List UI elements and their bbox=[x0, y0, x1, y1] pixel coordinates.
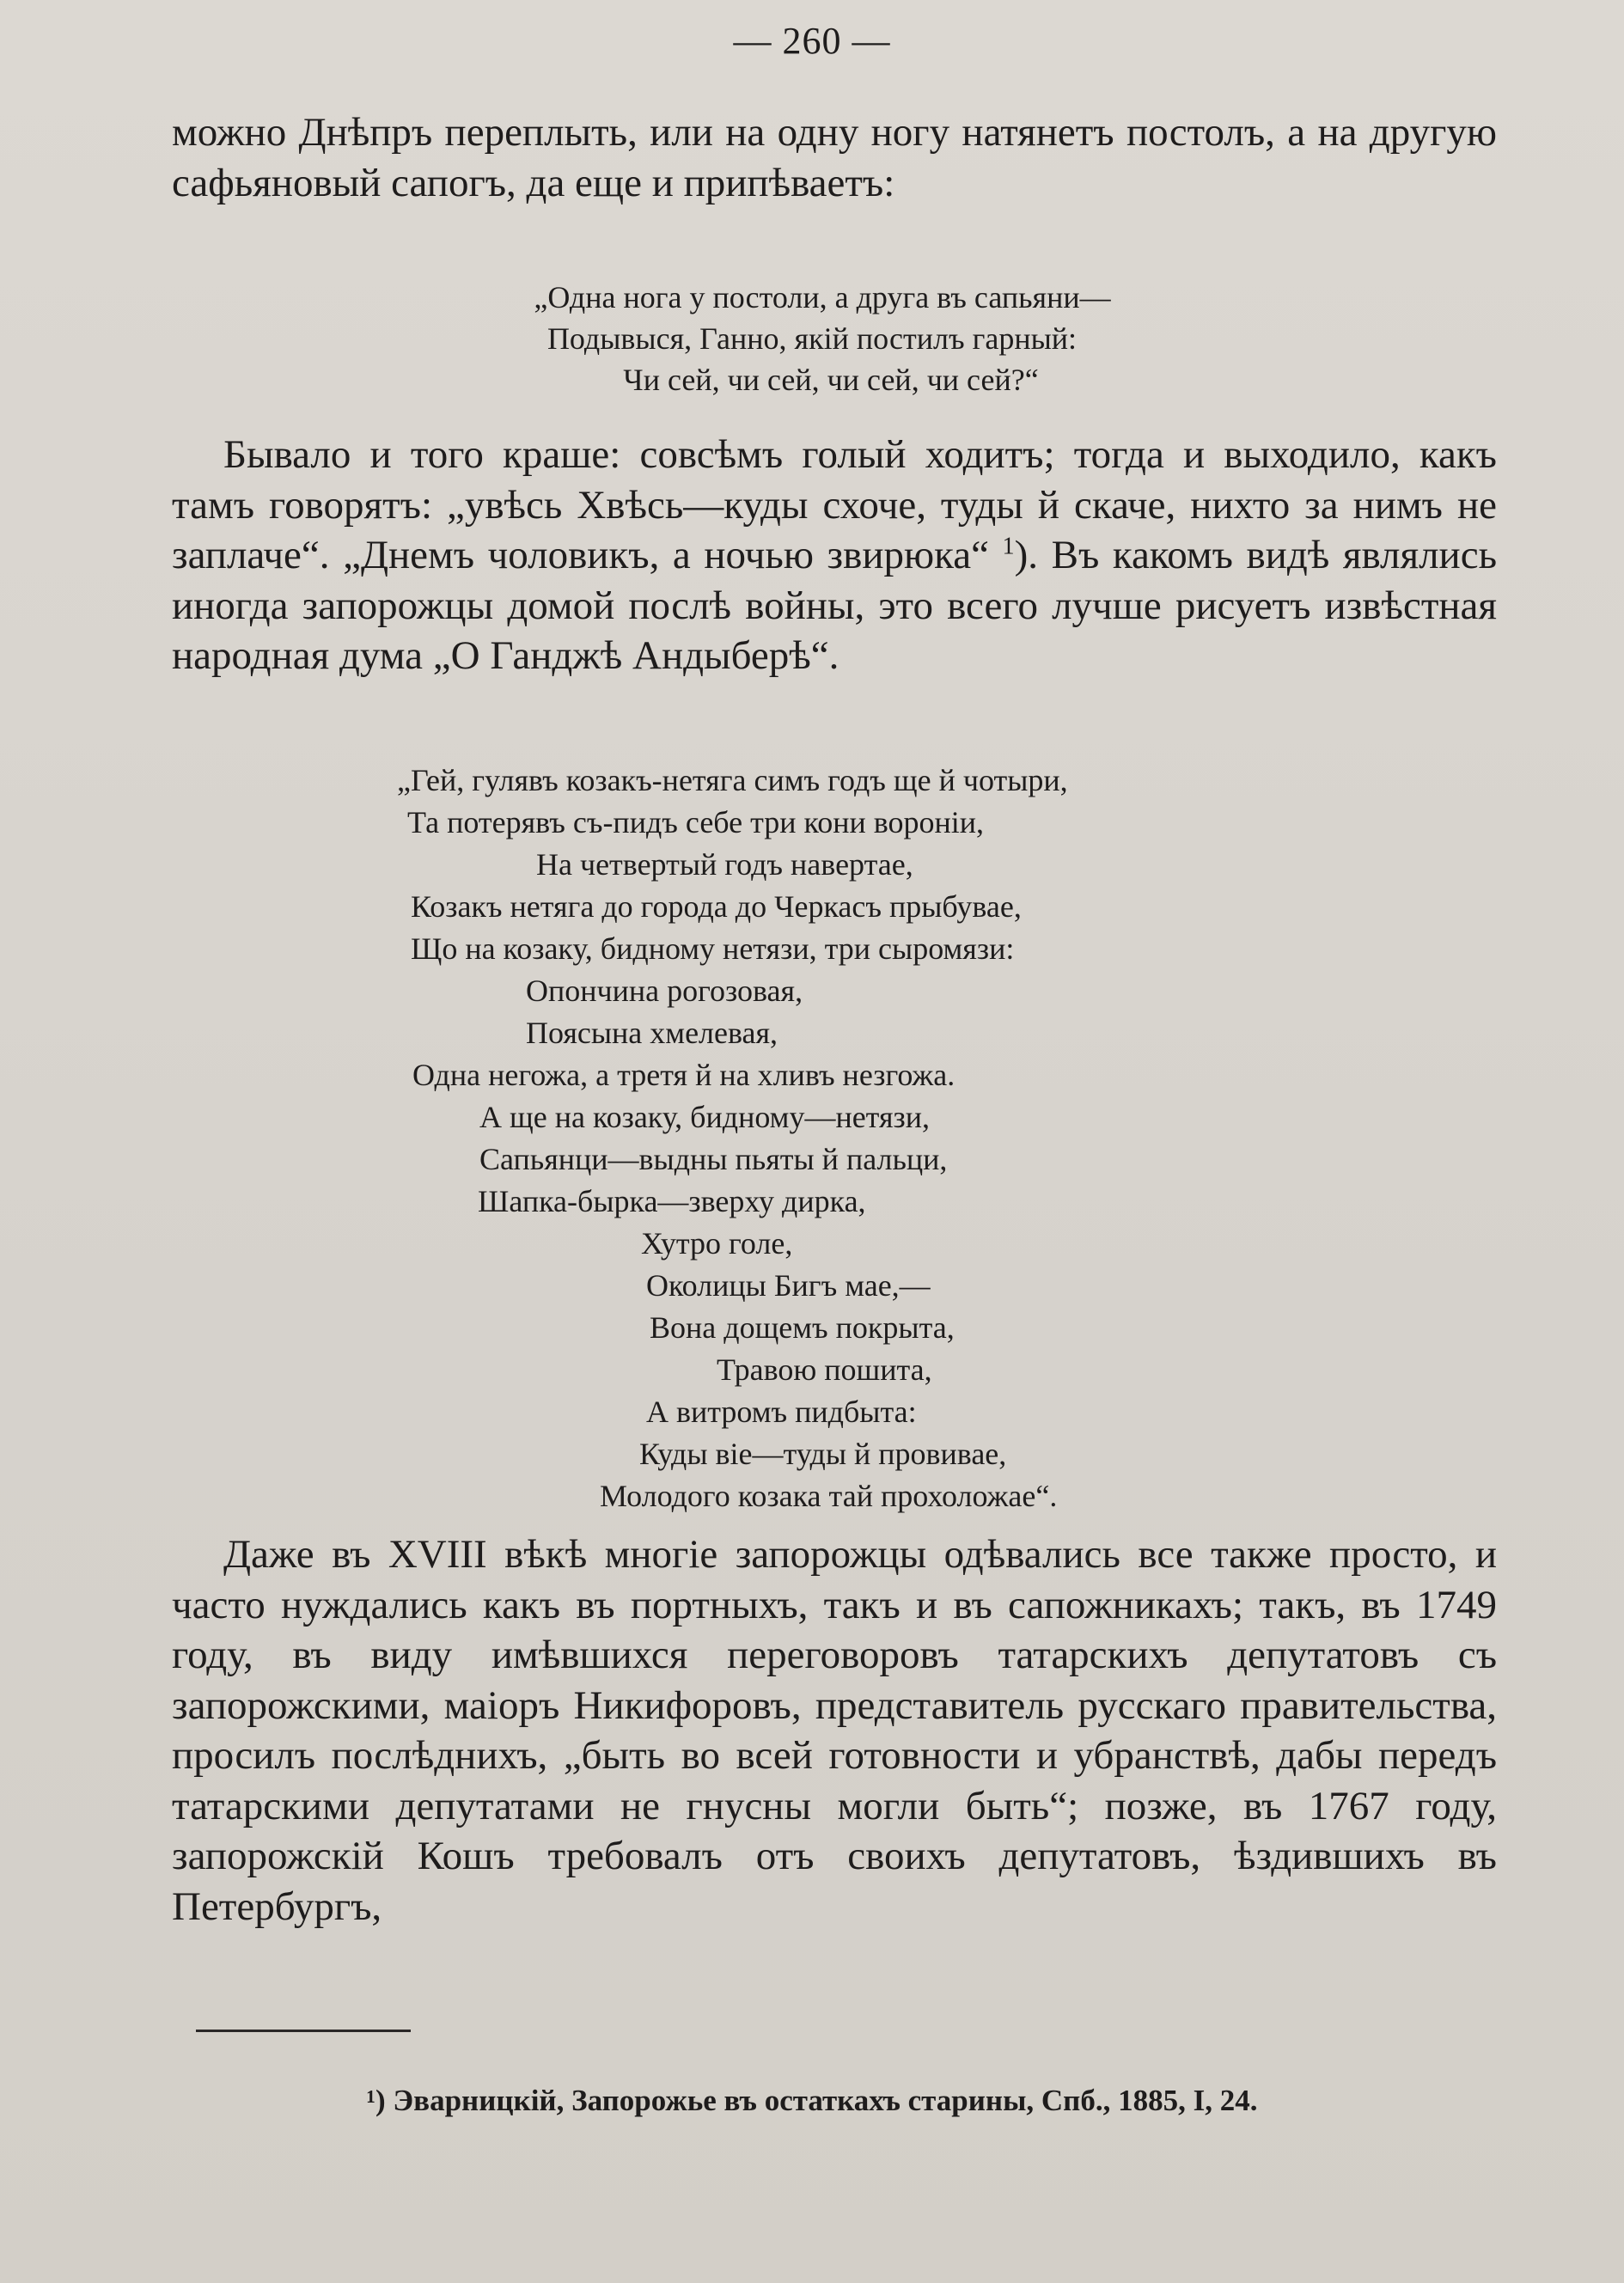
verse-2-line: Травою пошита, bbox=[717, 1352, 932, 1387]
footnote-reference: 1 bbox=[1002, 533, 1015, 560]
verse-2-line: Поясына хмелевая, bbox=[526, 1016, 778, 1050]
verse-2-line: Та потерявъ съ-пидъ себе три кони вороніи, bbox=[407, 805, 985, 839]
paragraph-2-text-part: Бывало и того краше: совсѣмъ голый ходитъ; тогда и выходило, какъ тамъ говорятъ: „увѣсь Хвѣсь—куды схоче, туды й скаче, нихто за нимъ не заплаче“. „Днемъ чоловикъ, а ночью звирюка“ bbox=[172, 432, 1497, 577]
verse-1-line: Чи сей, чи сей, чи сей, чи сей?“ bbox=[623, 363, 1039, 397]
verse-2-line: На четвертый годъ навертае, bbox=[536, 847, 913, 882]
verse-2-line: Козакъ нетяга до города до Черкасъ прыбувае, bbox=[411, 889, 1022, 924]
verse-2 bbox=[0, 760, 1624, 1517]
page-number: — 260 — bbox=[733, 20, 891, 62]
verse-2-line: Околицы Бигъ мае,— bbox=[646, 1268, 931, 1303]
paragraph-3 bbox=[172, 1529, 1497, 1932]
paragraph-2-text bbox=[172, 430, 1497, 681]
verse-2-line: Одна негожа, а третя й на хливъ незгожа. bbox=[412, 1058, 955, 1092]
verse-1-line: Подывыся, Ганно, якій постилъ гарный: bbox=[546, 321, 1078, 356]
paragraph-1-text: можно Днѣпръ переплыть, или на одну ногу натянетъ постолъ, а на другую сафьяновый сапогъ, да еще и припѣваетъ: bbox=[172, 110, 1497, 205]
verse-2-line: А ще на козаку, бидному—нетязи, bbox=[479, 1100, 930, 1134]
verse-2-line: Що на козаку, бидному нетязи, три сыромязи: bbox=[411, 931, 1015, 966]
paragraph-2 bbox=[172, 430, 1497, 681]
verse-2-line: Вона дощемъ покрыта, bbox=[650, 1310, 955, 1345]
footnote: ¹) Эварницкій, Запорожье въ остаткахъ старины, Спб., 1885, I, 24. bbox=[366, 2084, 1258, 2117]
verse-2-line: Сапьянци—выдны пьяты й пальци, bbox=[479, 1142, 948, 1176]
paragraph-1 bbox=[172, 107, 1497, 208]
verse-2-line: Куды віе—туды й провивае, bbox=[639, 1437, 1007, 1471]
paragraph-2-text-part: ). Въ какомъ видѣ являлись иногда запорожцы домой послѣ войны, это всего лучше рисуетъ извѣстная народная дума „О Ганджѣ Андыберѣ“. bbox=[172, 533, 1497, 678]
footnote-divider bbox=[196, 2030, 411, 2032]
verse-2-line: Шапка-бырка—зверху дирка, bbox=[478, 1184, 866, 1218]
verse-1 bbox=[0, 277, 1624, 400]
verse-2-line: Молодого козака тай прохоложае“. bbox=[600, 1479, 1058, 1513]
paragraph-3-text: Даже въ XVIII вѣкѣ многіе запорожцы одѣвались все также просто, и часто нуждались какъ въ портныхъ, такъ и въ сапожникахъ; такъ, въ 1749 году, въ виду имѣвшихся переговоровъ татарскихъ депутатовъ съ запорожскими, маіоръ Никифоровъ, представитель русскаго правительства, просилъ послѣднихъ, „быть во всей готовности и убранствѣ, дабы передъ татарскими депутатами не гнусны могли быть“; позже, въ 1767 году, запорожскій Кошъ требовалъ отъ своихъ депутатовъ, ѣздившихъ въ Петербургъ, bbox=[172, 1532, 1497, 1929]
verse-2-line: Опончина рогозовая, bbox=[526, 974, 803, 1008]
verse-1-line: „Одна нога у постоли, а друга въ сапьяни— bbox=[534, 280, 1111, 314]
verse-2-line: Хутро голе, bbox=[641, 1226, 793, 1261]
verse-2-line: „Гей, гулявъ козакъ-нетяга симъ годъ ще й чотыри, bbox=[397, 763, 1068, 797]
verse-2-line: А витромъ пидбыта: bbox=[646, 1395, 917, 1429]
